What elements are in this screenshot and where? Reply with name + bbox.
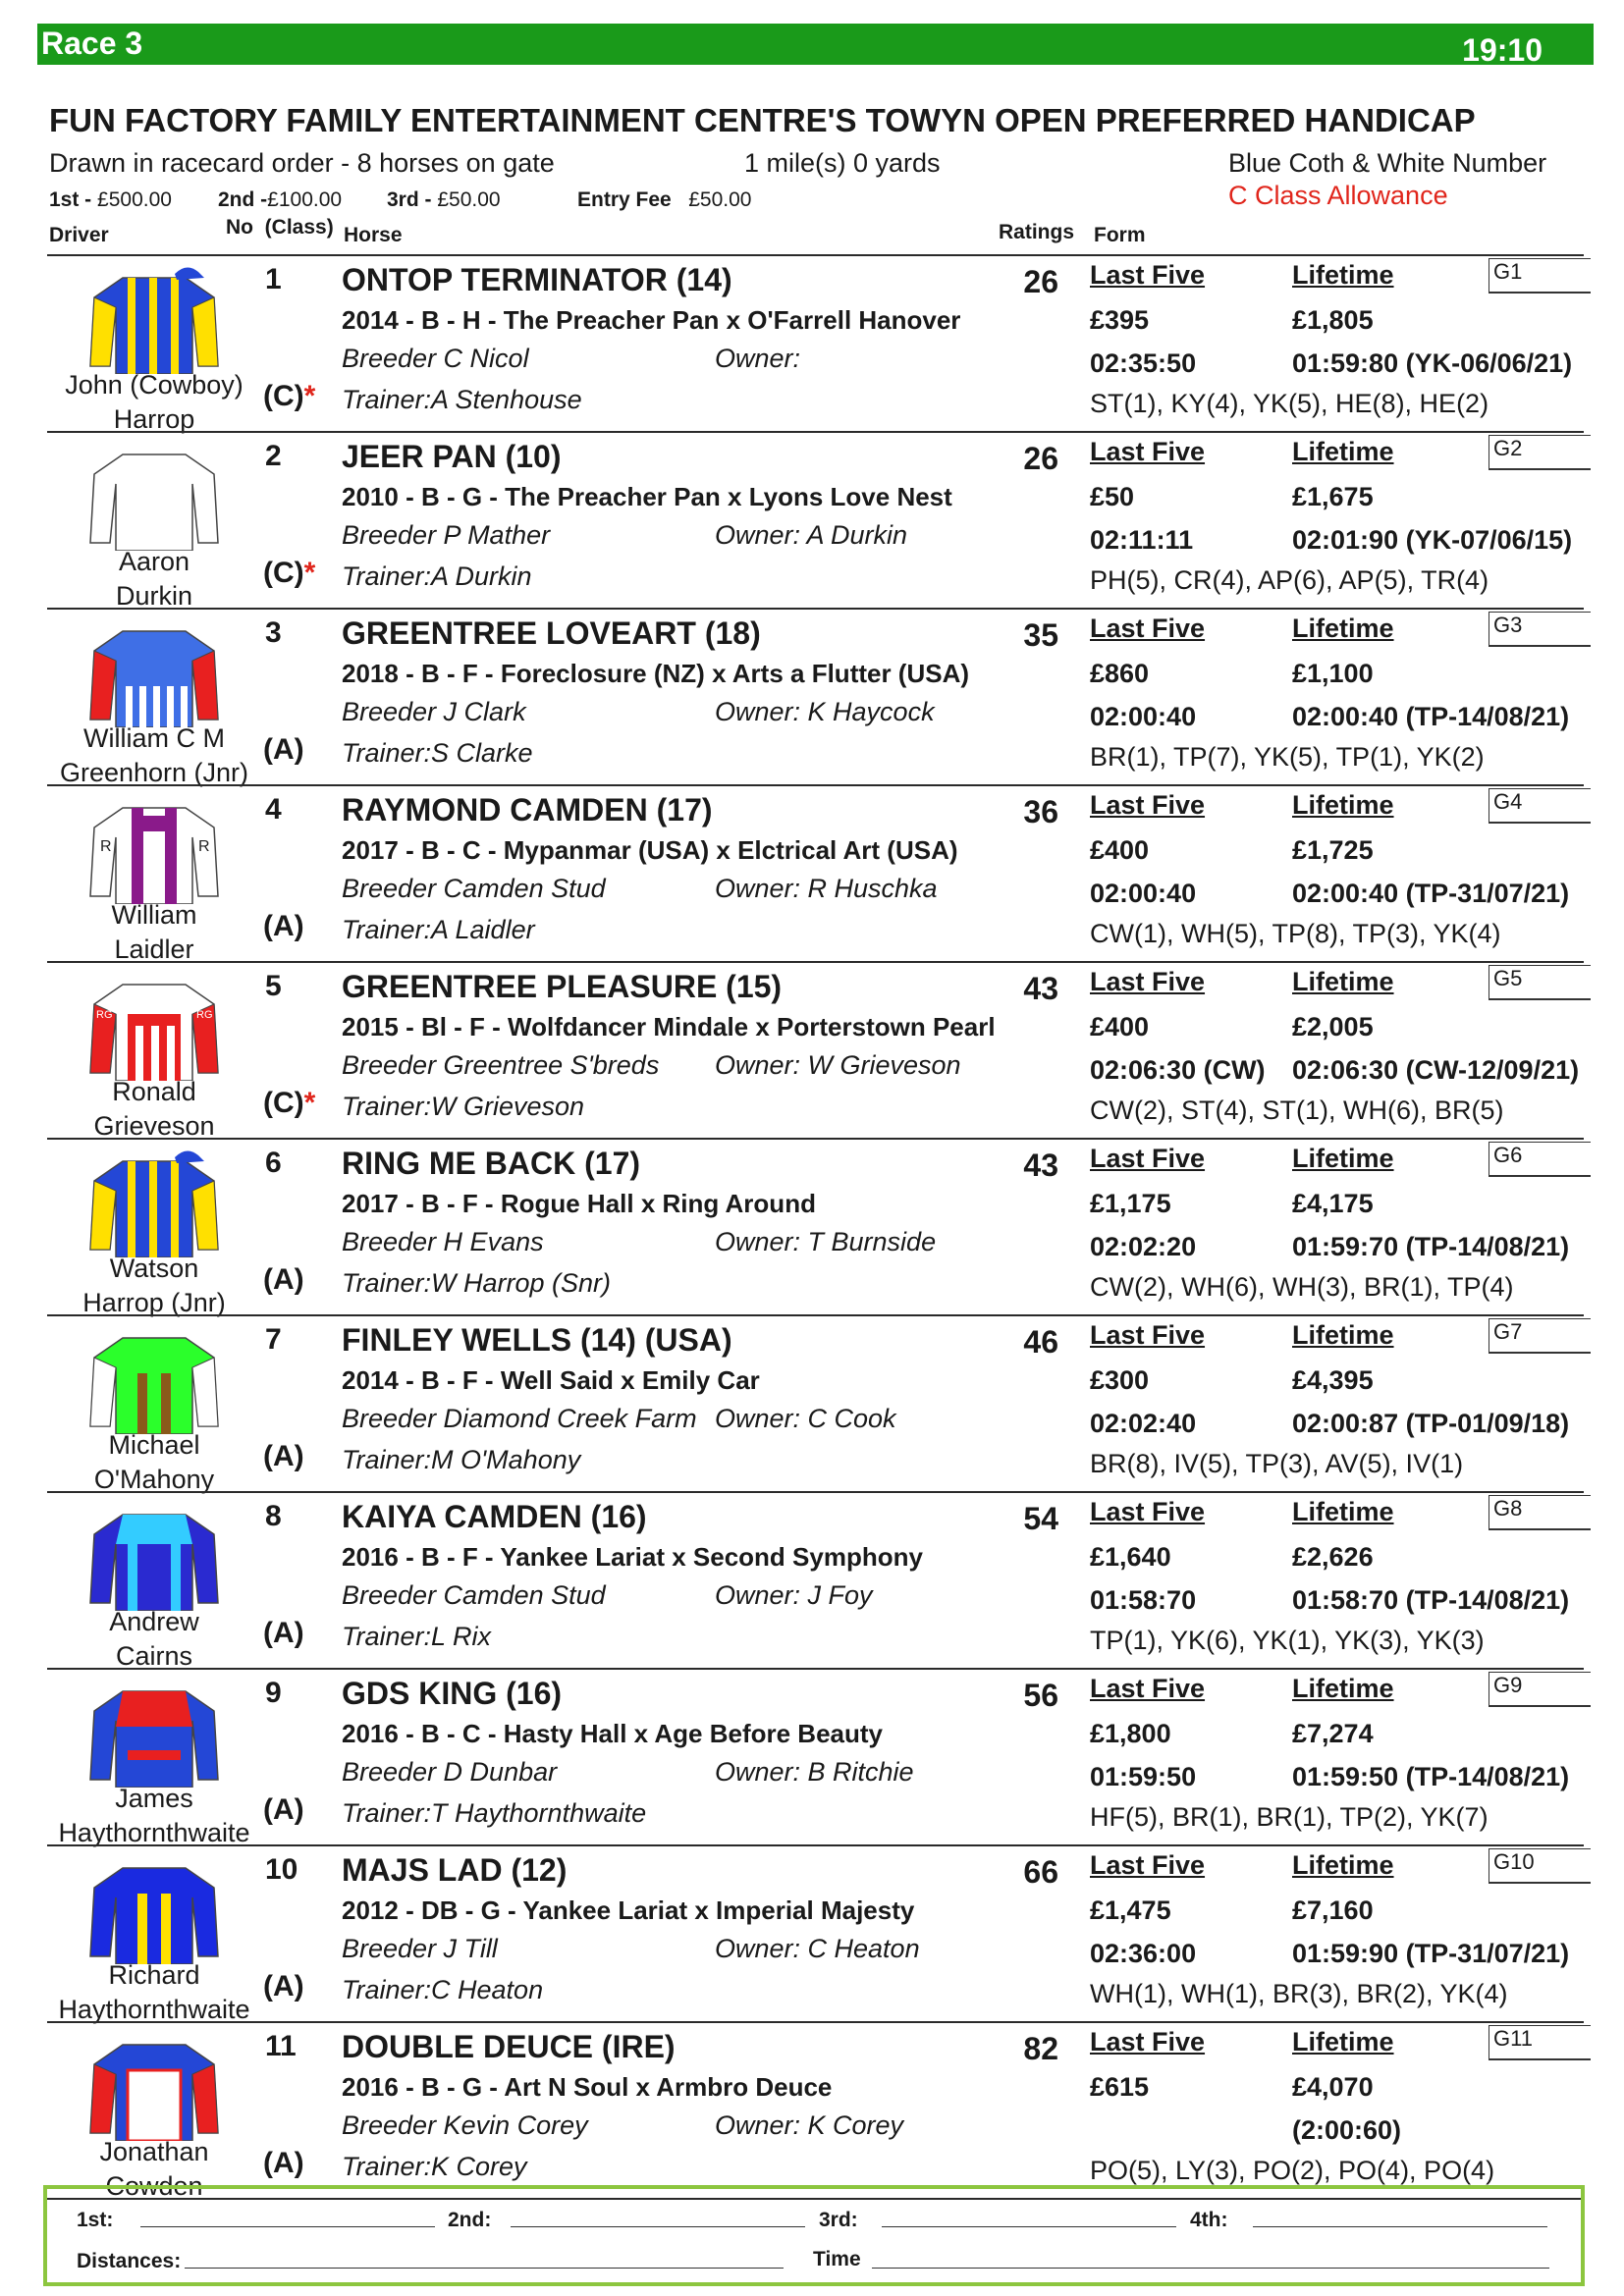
gate-number: G7 <box>1489 1318 1591 1354</box>
horse-owner: Owner: B Ritchie <box>715 1757 914 1787</box>
last-five-label: Last Five <box>1090 1850 1206 1880</box>
last-five-label: Last Five <box>1090 1674 1206 1703</box>
distances-line[interactable] <box>185 2268 784 2269</box>
driver-name-line2: Grieveson <box>93 1111 215 1141</box>
svg-text:RG: RG <box>96 1009 113 1021</box>
driver-name-line1: William <box>111 900 197 930</box>
last-five-money: £1,640 <box>1090 1542 1171 1572</box>
horse-breeder: Breeder Greentree S'breds <box>342 1050 660 1080</box>
jockey-silk-icon <box>88 971 220 1081</box>
last-five-money: £400 <box>1090 835 1150 865</box>
lifetime-money: £7,160 <box>1292 1896 1374 1925</box>
lifetime-time: 01:59:50 (TP-14/08/21) <box>1292 1762 1570 1791</box>
lifetime-money: £1,675 <box>1292 482 1374 511</box>
prize-third-label: 3rd - <box>387 188 432 211</box>
lifetime-time: 01:59:70 (TP-14/08/21) <box>1292 1232 1570 1261</box>
horse-name: RING ME BACK (17) <box>342 1146 641 1181</box>
runner-number: 9 <box>265 1677 282 1709</box>
driver-name-line1: Andrew <box>109 1607 199 1636</box>
result-4th-label: 4th: <box>1190 2209 1228 2231</box>
lifetime-label: Lifetime <box>1292 1144 1394 1173</box>
last-five-time: 02:02:20 <box>1090 1232 1197 1261</box>
prize-first <box>49 188 172 212</box>
lifetime-time: 01:59:90 (TP-31/07/21) <box>1292 1939 1570 1968</box>
race-time: 19:10 <box>1462 32 1543 68</box>
last-five-label: Last Five <box>1090 2027 1206 2056</box>
lifetime-money: £2,005 <box>1292 1012 1374 1041</box>
runner-class <box>263 1440 304 1473</box>
lifetime-money: £4,070 <box>1292 2072 1374 2102</box>
last-five-money: £50 <box>1090 482 1135 511</box>
lifetime-label: Lifetime <box>1292 437 1394 466</box>
last-five-time: 02:11:11 <box>1090 525 1194 555</box>
horse-breeder: Breeder P Mather <box>342 520 551 550</box>
horse-breeding: 2014 - B - H - The Preacher Pan x O'Farrell Hanover <box>342 305 961 335</box>
horse-breeding: 2012 - DB - G - Yankee Lariat x Imperial Majesty <box>342 1896 915 1925</box>
last-five-money: £1,800 <box>1090 1719 1171 1748</box>
prize-third <box>387 188 501 212</box>
col-driver: Driver <box>49 224 109 246</box>
driver-name <box>47 1605 261 1674</box>
runner-class <box>263 1617 304 1650</box>
jockey-silk-icon <box>88 794 220 904</box>
runner-number: 8 <box>265 1500 282 1532</box>
last-five-time: 02:02:40 <box>1090 1409 1197 1438</box>
last-five-money: £1,175 <box>1090 1189 1171 1218</box>
class-star: * <box>303 380 316 412</box>
gate-number: G6 <box>1489 1142 1591 1177</box>
svg-text:R: R <box>198 838 210 855</box>
recent-form: TP(1), YK(6), YK(1), YK(3), YK(3) <box>1090 1626 1485 1655</box>
jockey-silk-icon <box>88 264 220 374</box>
horse-rating: 35 <box>1023 617 1058 653</box>
horse-trainer: Trainer:W Grieveson <box>342 1092 585 1121</box>
horse-owner: Owner: T Burnside <box>715 1227 937 1256</box>
result-2nd-line[interactable] <box>511 2226 805 2227</box>
driver-name <box>47 721 261 790</box>
last-five-time: 02:36:00 <box>1090 1939 1197 1968</box>
class-value: (A) <box>263 733 304 766</box>
horse-rating: 54 <box>1023 1501 1058 1536</box>
class-star: * <box>303 1087 316 1119</box>
runner-row <box>47 431 1584 611</box>
gate-number: G11 <box>1489 2025 1591 2060</box>
last-five-label: Last Five <box>1090 437 1206 466</box>
distances-label: Distances: <box>77 2250 182 2272</box>
driver-name-line1: James <box>115 1784 193 1813</box>
drawn-info: Drawn in racecard order - 8 horses on gate <box>49 148 555 178</box>
last-five-time: 02:00:40 <box>1090 702 1197 731</box>
horse-breeding: 2017 - B - F - Rogue Hall x Ring Around <box>342 1189 816 1218</box>
horse-owner: Owner: C Cook <box>715 1404 896 1433</box>
jockey-silk-icon <box>88 1324 220 1434</box>
horse-rating: 26 <box>1023 441 1058 476</box>
last-five-label: Last Five <box>1090 1144 1206 1173</box>
horse-breeder: Breeder Kevin Corey <box>342 2110 588 2140</box>
lifetime-label: Lifetime <box>1292 790 1394 820</box>
lifetime-money: £1,725 <box>1292 835 1374 865</box>
horse-breeder: Breeder H Evans <box>342 1227 544 1256</box>
horse-owner: Owner: C Heaton <box>715 1934 920 1963</box>
driver-name-line1: Aaron <box>118 547 190 576</box>
driver-name-line1: Michael <box>108 1430 200 1460</box>
last-five-money: £300 <box>1090 1365 1150 1395</box>
gate-number: G10 <box>1489 1848 1591 1884</box>
prize-third-value: £50.00 <box>437 188 501 211</box>
lifetime-money: £4,175 <box>1292 1189 1374 1218</box>
runner-list <box>47 254 1584 2200</box>
runner-class <box>263 733 304 767</box>
col-form: Form <box>1094 224 1146 246</box>
jockey-silk-icon <box>88 1678 220 1788</box>
prize-second <box>218 188 342 212</box>
driver-name-line1: William C M <box>83 723 225 753</box>
prize-second-label: 2nd - <box>218 188 268 211</box>
horse-trainer: Trainer:K Corey <box>342 2152 527 2181</box>
lifetime-money: £1,805 <box>1292 305 1374 335</box>
time-label: Time <box>813 2248 861 2270</box>
result-2nd-label: 2nd: <box>448 2209 492 2231</box>
horse-owner: Owner: K Haycock <box>715 697 935 726</box>
horse-breeding: 2016 - B - C - Hasty Hall x Age Before Beauty <box>342 1719 883 1748</box>
class-value: (A) <box>263 1263 304 1296</box>
svg-text:RG: RG <box>196 1009 213 1021</box>
runner-row <box>47 1491 1584 1671</box>
race-label: Race 3 <box>41 26 143 61</box>
race-banner <box>37 24 1594 68</box>
result-3rd-label: 3rd: <box>819 2209 858 2231</box>
driver-name-line2: Harrop (Jnr) <box>82 1288 226 1317</box>
lifetime-label: Lifetime <box>1292 1320 1394 1350</box>
class-star: * <box>303 557 316 589</box>
lifetime-label: Lifetime <box>1292 2027 1394 2056</box>
time-line[interactable] <box>872 2268 1549 2269</box>
lifetime-label: Lifetime <box>1292 1674 1394 1703</box>
horse-breeder: Breeder D Dunbar <box>342 1757 558 1787</box>
runner-number: 10 <box>265 1853 298 1886</box>
runner-number: 2 <box>265 440 282 472</box>
horse-rating: 43 <box>1023 1148 1058 1183</box>
horse-owner: Owner: <box>715 344 801 373</box>
recent-form: HF(5), BR(1), BR(1), TP(2), YK(7) <box>1090 1802 1489 1832</box>
last-five-time: 01:59:50 <box>1090 1762 1197 1791</box>
horse-trainer: Trainer:L Rix <box>342 1622 492 1651</box>
runner-class <box>263 1793 304 1827</box>
lifetime-time: 02:00:40 (TP-14/08/21) <box>1292 702 1570 731</box>
last-five-label: Last Five <box>1090 1497 1206 1526</box>
last-five-time: 01:58:70 <box>1090 1585 1197 1615</box>
driver-name <box>47 1958 261 2027</box>
runner-class <box>263 1970 304 2003</box>
entry-fee-label: Entry Fee <box>577 188 672 211</box>
recent-form: PH(5), CR(4), AP(6), AP(5), TR(4) <box>1090 565 1489 595</box>
driver-name-line2: Greenhorn (Jnr) <box>59 758 249 787</box>
horse-rating: 56 <box>1023 1678 1058 1713</box>
lifetime-time: 01:58:70 (TP-14/08/21) <box>1292 1585 1570 1615</box>
entry-fee-value: £50.00 <box>688 188 752 211</box>
class-value: (A) <box>263 1793 304 1826</box>
last-five-time: 02:35:50 <box>1090 348 1197 378</box>
jockey-silk-icon <box>88 1501 220 1611</box>
lifetime-label: Lifetime <box>1292 260 1394 290</box>
runner-row <box>47 784 1584 964</box>
horse-trainer: Trainer:W Harrop (Snr) <box>342 1268 612 1298</box>
runner-number: 11 <box>265 2030 297 2062</box>
runner-row <box>47 254 1584 434</box>
recent-form: CW(2), ST(4), ST(1), WH(6), BR(5) <box>1090 1095 1504 1125</box>
horse-breeding: 2017 - B - C - Mypanmar (USA) x Elctrical Art (USA) <box>342 835 958 865</box>
horse-owner: Owner: J Foy <box>715 1580 873 1610</box>
horse-name: GREENTREE LOVEART (18) <box>342 615 761 651</box>
gate-number: G8 <box>1489 1495 1591 1530</box>
driver-name-line2: Cowden <box>105 2171 203 2201</box>
prize-second-value: £100.00 <box>267 188 343 211</box>
lifetime-time: 02:06:30 (CW-12/09/21) <box>1292 1055 1580 1085</box>
runner-row <box>47 961 1584 1141</box>
runner-row <box>47 608 1584 787</box>
recent-form: CW(1), WH(5), TP(8), TP(3), YK(4) <box>1090 919 1501 948</box>
driver-name-line2: Harrop <box>113 404 195 434</box>
horse-trainer: Trainer:T Haythornthwaite <box>342 1798 647 1828</box>
race-title: FUN FACTORY FAMILY ENTERTAINMENT CENTRE'S TOWYN OPEN PREFERRED HANDICAP <box>49 102 1476 138</box>
class-value: (A) <box>263 910 304 942</box>
gate-number: G3 <box>1489 612 1591 647</box>
driver-name <box>47 1075 261 1144</box>
recent-form: BR(1), TP(7), YK(5), TP(1), YK(2) <box>1090 742 1485 772</box>
horse-owner: Owner: R Huschka <box>715 874 938 903</box>
horse-rating: 66 <box>1023 1854 1058 1890</box>
jockey-silk-icon <box>88 441 220 551</box>
horse-rating: 26 <box>1023 264 1058 299</box>
horse-owner: Owner: W Grieveson <box>715 1050 961 1080</box>
col-ratings: Ratings <box>999 221 1075 243</box>
lifetime-label: Lifetime <box>1292 614 1394 643</box>
horse-trainer: Trainer:A Stenhouse <box>342 385 582 414</box>
svg-text:R: R <box>100 838 112 855</box>
prize-first-value: £500.00 <box>97 188 172 211</box>
last-five-money: £1,475 <box>1090 1896 1171 1925</box>
class-value: (C) <box>263 380 304 412</box>
gate-number: G9 <box>1489 1672 1591 1707</box>
lifetime-time: (2:00:60) <box>1292 2115 1402 2145</box>
class-value: (A) <box>263 1440 304 1472</box>
horse-trainer: Trainer:S Clarke <box>342 738 533 768</box>
runner-class <box>263 1263 304 1297</box>
driver-name <box>47 1252 261 1320</box>
horse-breeding: 2016 - B - G - Art N Soul x Armbro Deuce <box>342 2072 833 2102</box>
runner-class <box>263 380 315 413</box>
entry-fee <box>577 188 751 212</box>
runner-class <box>263 2147 304 2180</box>
lifetime-label: Lifetime <box>1292 967 1394 996</box>
driver-name-line1: Richard <box>108 1960 200 1990</box>
horse-breeder: Breeder C Nicol <box>342 344 529 373</box>
runner-number: 6 <box>265 1147 282 1179</box>
last-five-money: £395 <box>1090 305 1150 335</box>
col-horse: Horse <box>344 224 403 246</box>
result-4th-line[interactable] <box>1253 2226 1547 2227</box>
recent-form: BR(8), IV(5), TP(3), AV(5), IV(1) <box>1090 1449 1464 1478</box>
gate-number: G2 <box>1489 435 1591 470</box>
horse-breeder: Breeder J Clark <box>342 697 526 726</box>
runner-number: 1 <box>265 263 282 295</box>
horse-rating: 43 <box>1023 971 1058 1006</box>
runner-class <box>263 1087 315 1120</box>
horse-rating: 46 <box>1023 1324 1058 1360</box>
class-value: (A) <box>263 1970 304 2002</box>
results-box <box>43 2185 1585 2286</box>
driver-name <box>47 545 261 614</box>
horse-breeding: 2014 - B - F - Well Said x Emily Car <box>342 1365 760 1395</box>
horse-name: ONTOP TERMINATOR (14) <box>342 262 732 297</box>
driver-name <box>47 1428 261 1497</box>
last-five-time: 02:00:40 <box>1090 879 1197 908</box>
lifetime-time: 01:59:80 (YK-06/06/21) <box>1292 348 1573 378</box>
lifetime-money: £1,100 <box>1292 659 1374 688</box>
lifetime-money: £7,274 <box>1292 1719 1374 1748</box>
runner-row <box>47 2021 1584 2200</box>
lifetime-label: Lifetime <box>1292 1497 1394 1526</box>
recent-form: PO(5), LY(3), PO(2), PO(4), PO(4) <box>1090 2156 1495 2185</box>
horse-breeding: 2015 - Bl - F - Wolfdancer Mindale x Porterstown Pearl <box>342 1012 996 1041</box>
driver-name-line2: Haythornthwaite <box>58 1995 250 2024</box>
horse-breeder: Breeder Diamond Creek Farm <box>342 1404 697 1433</box>
jockey-silk-icon <box>88 1854 220 1964</box>
horse-rating: 36 <box>1023 794 1058 829</box>
horse-owner: Owner: K Corey <box>715 2110 904 2140</box>
driver-name-line2: Haythornthwaite <box>58 1818 250 1847</box>
runner-row <box>47 1138 1584 1317</box>
driver-name-line2: Durkin <box>115 581 193 611</box>
horse-owner: Owner: A Durkin <box>715 520 908 550</box>
driver-name-line2: Laidler <box>114 934 194 964</box>
horse-trainer: Trainer:C Heaton <box>342 1975 544 2004</box>
result-1st-label: 1st: <box>77 2209 114 2231</box>
runner-row <box>47 1844 1584 2024</box>
lifetime-time: 02:00:87 (TP-01/09/18) <box>1292 1409 1570 1438</box>
lifetime-money: £2,626 <box>1292 1542 1374 1572</box>
horse-name: MAJS LAD (12) <box>342 1852 568 1888</box>
runner-number: 5 <box>265 970 282 1002</box>
horse-breeder: Breeder Camden Stud <box>342 874 606 903</box>
runner-class <box>263 557 315 590</box>
driver-name-line1: John (Cowboy) <box>65 370 244 400</box>
horse-name: GDS KING (16) <box>342 1676 563 1711</box>
driver-name-line1: Jonathan <box>99 2137 209 2166</box>
driver-name <box>47 368 261 437</box>
race-colours: Blue Coth & White Number <box>1228 148 1547 178</box>
jockey-silk-icon <box>88 2031 220 2141</box>
driver-name <box>47 898 261 967</box>
jockey-silk-icon <box>88 617 220 727</box>
lifetime-time: 02:00:40 (TP-31/07/21) <box>1292 879 1570 908</box>
last-five-money: £615 <box>1090 2072 1150 2102</box>
horse-name: GREENTREE PLEASURE (15) <box>342 969 783 1004</box>
last-five-time: 02:06:30 (CW) <box>1090 1055 1266 1085</box>
last-five-label: Last Five <box>1090 967 1206 996</box>
last-five-label: Last Five <box>1090 790 1206 820</box>
horse-name: DOUBLE DEUCE (IRE) <box>342 2029 676 2064</box>
horse-trainer: Trainer:M O'Mahony <box>342 1445 581 1474</box>
horse-name: FINLEY WELLS (14) (USA) <box>342 1322 732 1358</box>
driver-name-line2: Cairns <box>115 1641 193 1671</box>
runner-number: 4 <box>265 793 282 826</box>
horse-breeding: 2010 - B - G - The Preacher Pan x Lyons Love Nest <box>342 482 952 511</box>
class-allowance: C Class Allowance <box>1228 181 1448 210</box>
recent-form: WH(1), WH(1), BR(3), BR(2), YK(4) <box>1090 1979 1508 2008</box>
gate-number: G5 <box>1489 965 1591 1000</box>
gate-number: G4 <box>1489 788 1591 824</box>
class-value: (A) <box>263 2147 304 2179</box>
class-value: (A) <box>263 1617 304 1649</box>
horse-name: KAIYA CAMDEN (16) <box>342 1499 647 1534</box>
horse-name: JEER PAN (10) <box>342 439 562 474</box>
lifetime-money: £4,395 <box>1292 1365 1374 1395</box>
horse-trainer: Trainer:A Durkin <box>342 561 532 591</box>
class-value: (C) <box>263 1087 304 1119</box>
horse-breeder: Breeder J Till <box>342 1934 498 1963</box>
class-value: (C) <box>263 557 304 589</box>
lifetime-label: Lifetime <box>1292 1850 1394 1880</box>
gate-number: G1 <box>1489 258 1591 294</box>
horse-rating: 82 <box>1023 2031 1058 2066</box>
last-five-label: Last Five <box>1090 1320 1206 1350</box>
horse-name: RAYMOND CAMDEN (17) <box>342 792 713 828</box>
runner-number: 7 <box>265 1323 282 1356</box>
recent-form: ST(1), KY(4), YK(5), HE(8), HE(2) <box>1090 389 1489 418</box>
horse-breeding: 2016 - B - F - Yankee Lariat x Second Symphony <box>342 1542 923 1572</box>
horse-trainer: Trainer:A Laidler <box>342 915 535 944</box>
lifetime-time: 02:01:90 (YK-07/06/15) <box>1292 525 1573 555</box>
driver-name-line1: Watson <box>109 1254 199 1283</box>
runner-row <box>47 1314 1584 1494</box>
last-five-money: £400 <box>1090 1012 1150 1041</box>
runner-class <box>263 910 304 943</box>
horse-breeding: 2018 - B - F - Foreclosure (NZ) x Arts a Flutter (USA) <box>342 659 970 688</box>
driver-name-line2: O'Mahony <box>93 1465 215 1494</box>
jockey-silk-icon <box>88 1148 220 1257</box>
result-3rd-line[interactable] <box>882 2226 1176 2227</box>
last-five-label: Last Five <box>1090 614 1206 643</box>
prize-first-label: 1st - <box>49 188 92 211</box>
horse-breeder: Breeder Camden Stud <box>342 1580 606 1610</box>
result-1st-line[interactable] <box>140 2226 435 2227</box>
runner-number: 3 <box>265 616 282 649</box>
race-distance: 1 mile(s) 0 yards <box>744 148 941 178</box>
col-no-class: No (Class) <box>226 216 334 239</box>
driver-name-line1: Ronald <box>112 1077 196 1106</box>
last-five-label: Last Five <box>1090 260 1206 290</box>
last-five-money: £860 <box>1090 659 1150 688</box>
driver-name <box>47 1782 261 1850</box>
runner-row <box>47 1668 1584 1847</box>
recent-form: CW(2), WH(6), WH(3), BR(1), TP(4) <box>1090 1272 1514 1302</box>
